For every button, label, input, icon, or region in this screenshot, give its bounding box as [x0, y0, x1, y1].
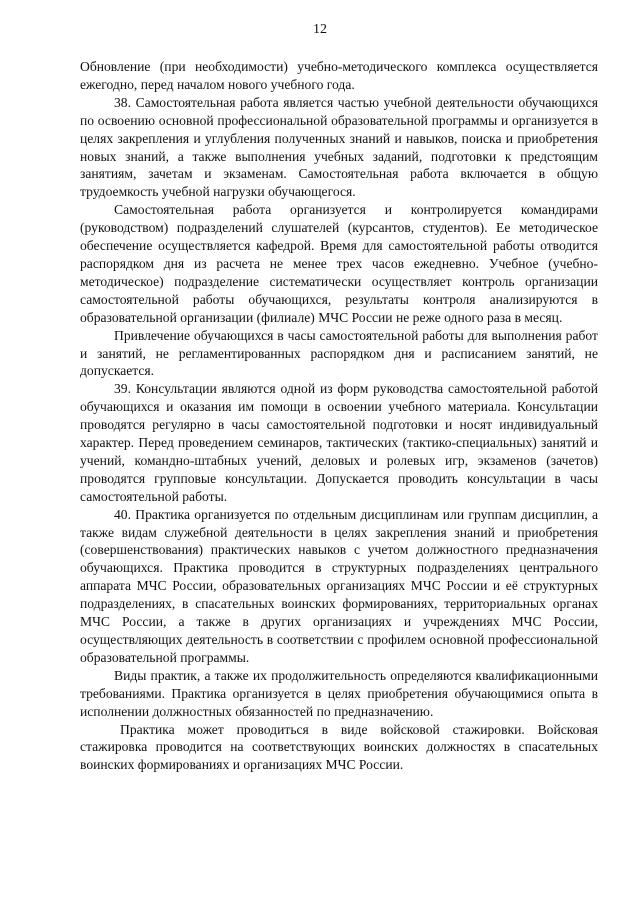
paragraph-umk-update: Обновление (при необходимости) учебно-методического комплекса осуществляется ежегодно, перед началом нового учебного года. [80, 59, 598, 92]
paragraph-40: 40. Практика организуется по отдельным дисциплинам или группам дисциплин, а также видам служебной деятельности в целях закрепления знаний и приобретения (совершенствования) практических навыков с учетом должностного предназначения обучающихся. Практика проводится в структурных подразделениях центрального аппарата МЧС России, образовательных организациях МЧС России и её структурных подразделениях, в спасательных воинских формированиях, территориальных органах МЧС России, а также в других организациях и учреждениях МЧС России, осуществляющих деятельность в соответствии с профилем основной профессиональной образовательной программы. [80, 506, 598, 665]
paragraph-38: 38. Самостоятельная работа является частью учебной деятельности обучающихся по освоению основной профессиональной образовательной программы и организуется в целях закрепления и углубления полученных знаний и навыков, поиска и приобретения новых знаний, а также выполнения учебных заданий, подготовки к предстоящим занятиям, зачетам и экзаменам. Самостоятельная работа включается в общую трудоемкость учебной нагрузки обучающегося. [80, 94, 598, 200]
paragraph-39: 39. Консультации являются одной из форм руководства самостоятельной работой обучающихся и оказания им помощи в освоении учебного материала. Консультации проводятся регулярно в часы самостоятельной подготовки и носят индивидуальный характер. Перед проведением семинаров, тактических (тактико-специальных) занятий и учений, командно-штабных учений, деловых и ролевых игр, экзаменов (зачетов) проводятся групповые консультации. Допускается проводить консультации в часы самостоятельной работы. [80, 381, 598, 504]
paragraph-practice-types: Виды практик, а также их продолжительность определяются квалификационными требованиями. Практика организуется в целях приобретения обучающимися опыта в исполнении должностных обязанностей по предназначению. [80, 667, 598, 719]
document-body [80, 58, 598, 774]
paragraph-military-internship: Практика может проводиться в виде войсковой стажировки. Войсковая стажировка проводится на соответствующих воинских должностях в спасательных воинских формированиях и организациях МЧС России. [80, 721, 598, 773]
paragraph-self-study-organization: Самостоятельная работа организуется и контролируется командирами (руководством) подразделений слушателей (курсантов, студентов). Ее методическое обеспечение осуществляется кафедрой. Время для самостоятельной работы отводится распорядком дня из расчета не менее трех часов ежедневно. Учебное (учебно-методическое) подразделение систематически осуществляет контроль организации самостоятельной работы обучающихся, результаты контроля анализируются в образовательной организации (филиале) МЧС России не реже одного раза в месяц. [80, 202, 598, 325]
page-number: 12 [313, 22, 327, 37]
paragraph-self-study-restriction: Привлечение обучающихся в часы самостоятельной работы для выполнения работ и занятий, не регламентированных распорядком дня и расписанием занятий, не допускается. [80, 327, 598, 379]
